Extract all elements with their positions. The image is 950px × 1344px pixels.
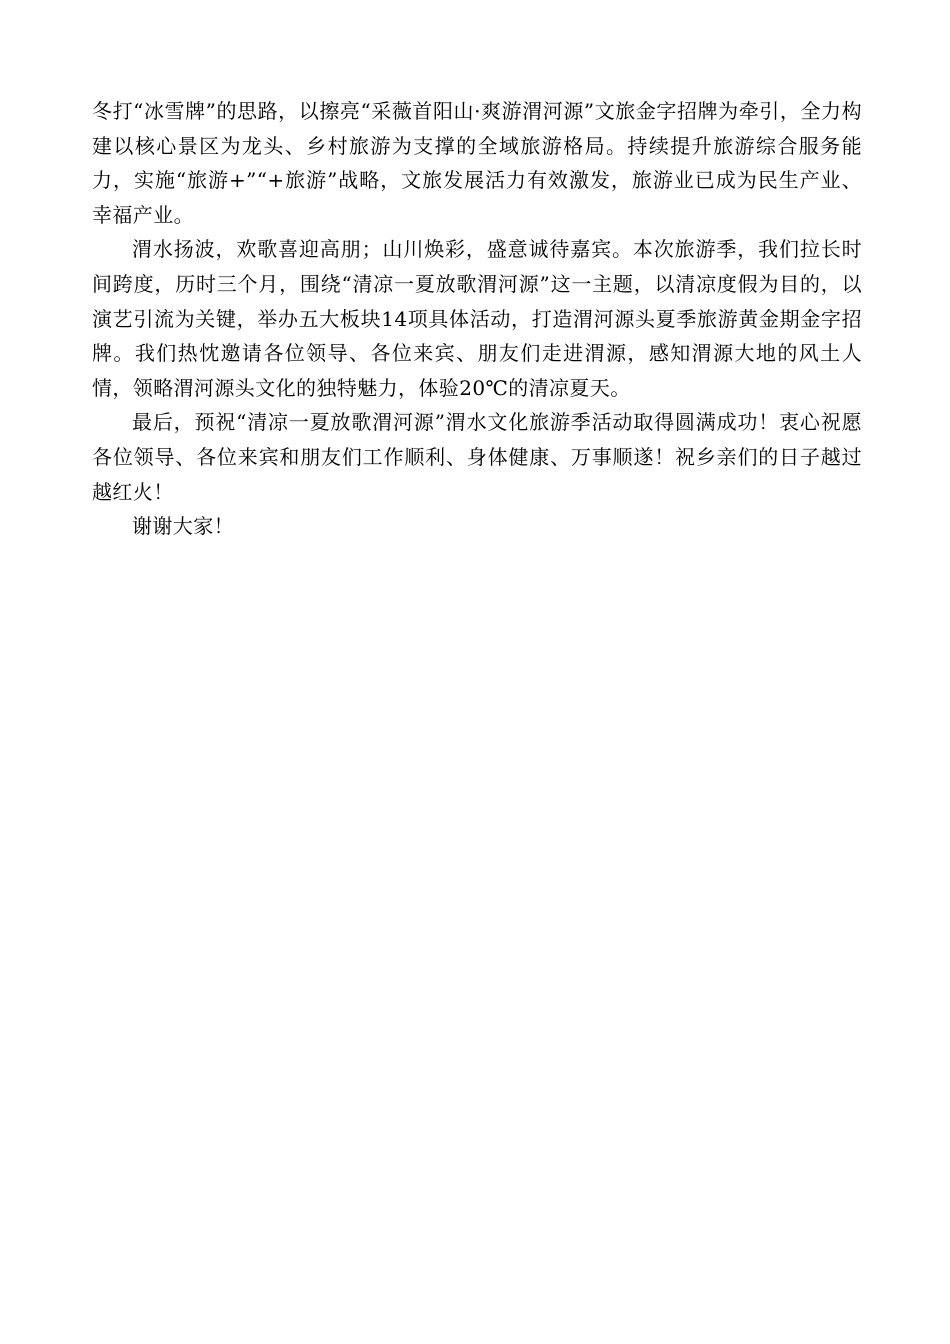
document-body bbox=[92, 94, 862, 544]
paragraph-continuation: 冬打“冰雪牌”的思路，以擦亮“采薇首阳山·爽游渭河源”文旅金字招牌为牵引，全力构建以核心景区为龙头、乡村旅游为支撑的全域旅游格局。持续提升旅游综合服务能力，实施“旅游+”“+旅游”战略，文旅发展活力有效激发，旅游业已成为民生产业、幸福产业。 bbox=[92, 99, 862, 227]
paragraph-closing-wishes: 最后，预祝“清凉一夏放歌渭河源”渭水文化旅游季活动取得圆满成功！衷心祝愿各位领导、各位来宾和朋友们工作顺利、身体健康、万事顺遂！祝乡亲们的日子越过越红火！ bbox=[92, 410, 862, 504]
paragraph-tourism-season: 渭水扬波，欢歌喜迎高朋；山川焕彩，盛意诚待嘉宾。本次旅游季，我们拉长时间跨度，历时三个月，围绕“清凉一夏放歌渭河源”这一主题，以清凉度假为目的，以演艺引流为关键，举办五大板块14项具体活动，打造渭河源头夏季旅游黄金期金字招牌。我们热忱邀请各位领导、各位来宾、朋友们走进渭源，感知渭源大地的风土人情，领略渭河源头文化的独特魅力，体验20℃的清凉夏天。 bbox=[92, 237, 862, 400]
paragraph-thanks: 谢谢大家！ bbox=[132, 514, 234, 539]
